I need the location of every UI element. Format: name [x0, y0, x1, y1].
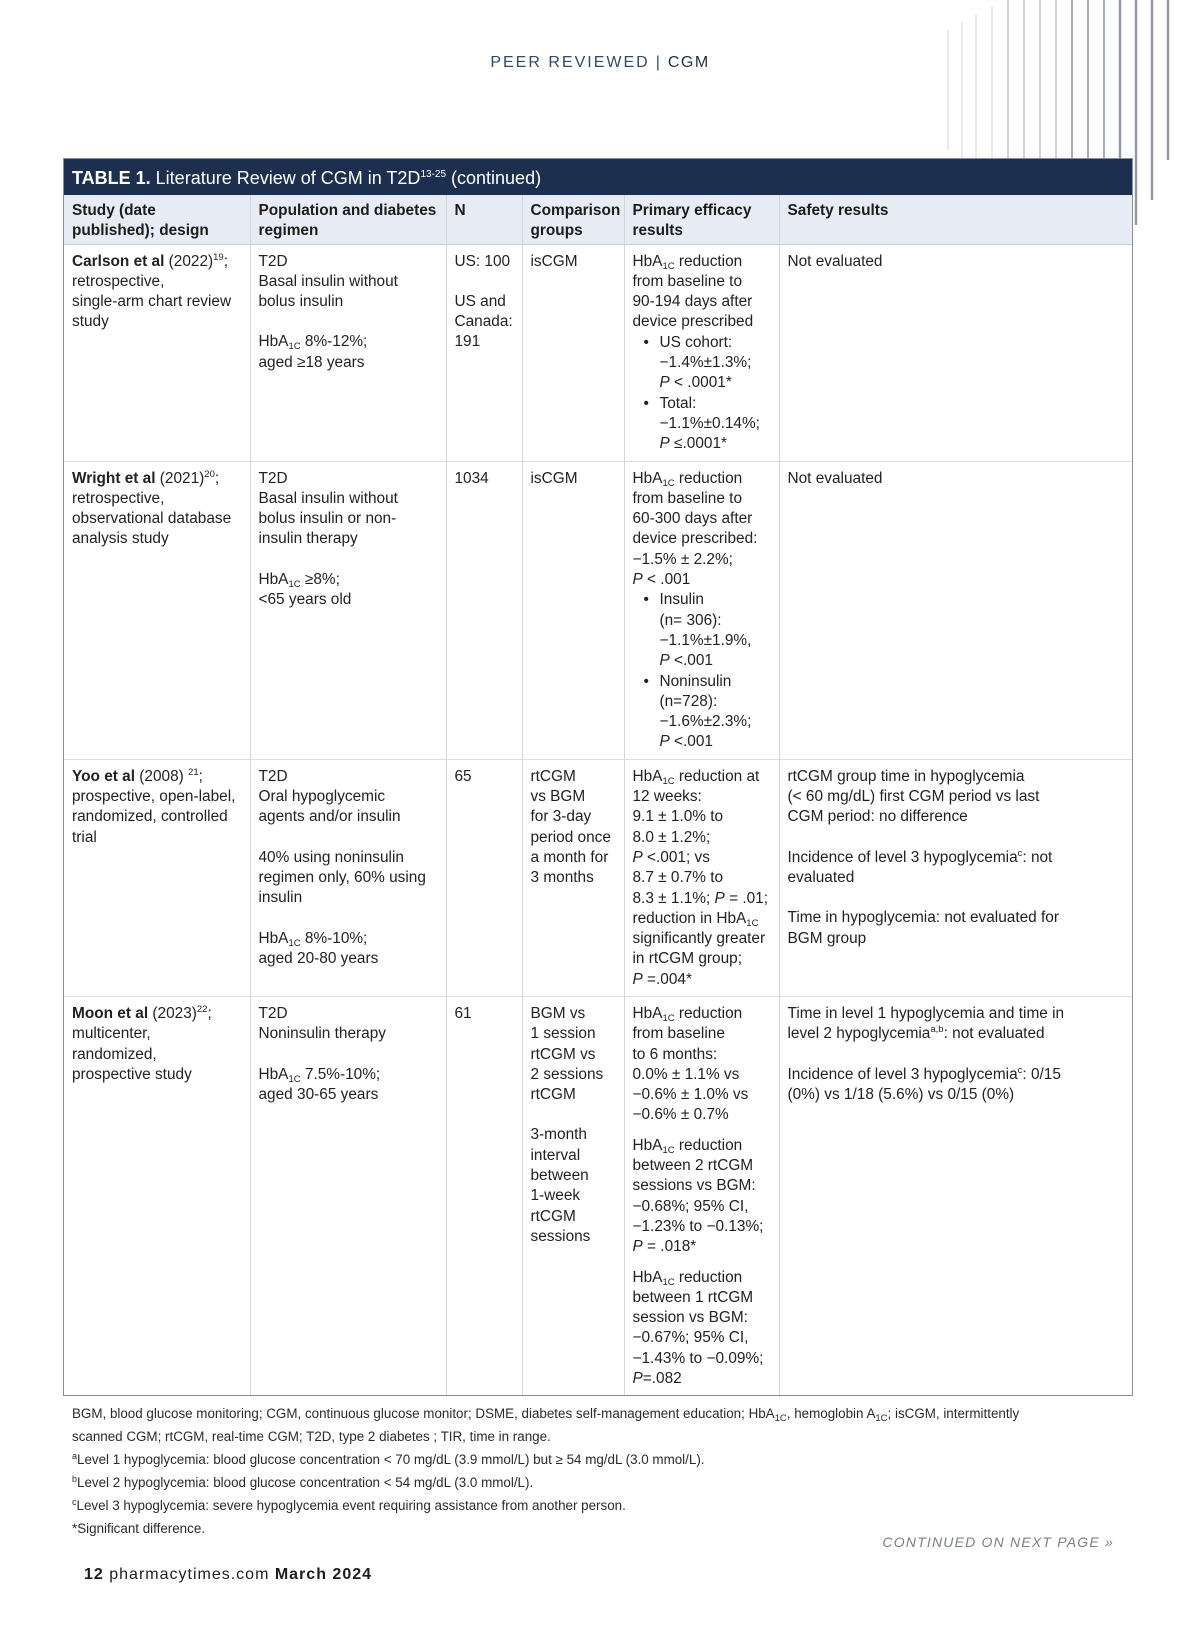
population-age: aged 30-65 years: [258, 1085, 379, 1103]
efficacy-line: 8.0 ± 1.2%;: [632, 828, 711, 846]
safety-text: CGM period: no difference: [787, 808, 968, 826]
col-header-efficacy: Primary efficacy results: [624, 195, 779, 244]
cell-efficacy: HbA$_{1C}$ reduction at 12 weeks: 9.1 ± 1.0% to 8.0 ± 1.2%; P <.001; vs 8.7 ± 0.7% to 8.3 ± 1.1%; P = .01; reduction in HbA$_{1C}$ significantly greater in rtCGM group; P =.004*: [624, 759, 779, 996]
efficacy-line: session vs BGM:: [632, 1309, 748, 1327]
study-design: retrospective,: [72, 272, 165, 290]
footnote-b: $^b$Level 2 hypoglycemia: blood glucose concentration < 54 mg/dL (3.0 mmol/L).: [72, 1474, 534, 1490]
footer-issue: March 2024: [274, 1566, 373, 1583]
page-footer: [84, 1566, 372, 1584]
population-line: insulin: [258, 889, 303, 907]
col-header-comparison: Comparison groups: [522, 195, 624, 244]
col-header-study: Study (date published); design: [64, 195, 250, 244]
cell-efficacy: HbA$_{1C}$ reduction from baseline to 90-194 days after device prescribed • US cohort: −1.4%±1.3%; P < .0001* • Total: −1.1%±0.14%; P ≤.0001*: [624, 244, 779, 461]
cell-safety: rtCGM group time in hypoglycemia (< 60 mg/dL) first CGM period vs last CGM period: no difference Incidence of level 3 hypoglycemia$^c$: not evaluated Time in hypoglycemia: not evaluated for BGM group: [779, 759, 1132, 996]
cell-population: [250, 244, 446, 461]
efficacy-line: in rtCGM group;: [632, 950, 742, 968]
population-line: insulin therapy: [258, 530, 358, 548]
table-number: TABLE 1.: [72, 168, 151, 188]
cell-study: [64, 759, 250, 996]
population-line: Basal insulin without: [258, 272, 398, 290]
safety-text: rtCGM group time in hypoglycemia: [787, 767, 1025, 785]
literature-table: [63, 158, 1133, 1396]
efficacy-line: −1.5% ± 2.2%;: [632, 550, 733, 568]
population-line: agents and/or insulin: [258, 808, 401, 826]
footnote-abbreviations-cont: scanned CGM; rtCGM, real-time CGM; T2D, type 2 diabetes ; TIR, time in range.: [72, 1429, 551, 1444]
comparison-text: a month for: [530, 848, 609, 866]
table-grid: [64, 195, 1132, 1395]
safety-text: (0%) vs 1/18 (5.6%) vs 0/15 (0%): [787, 1085, 1015, 1103]
cell-comparison: [522, 461, 624, 759]
comparison-text: sessions: [530, 1227, 591, 1245]
n-value: 65: [454, 767, 472, 785]
safety-text: Not evaluated: [787, 469, 883, 487]
safety-text: (< 60 mg/dL) first CGM period vs last: [787, 788, 1040, 806]
cell-n: [446, 996, 522, 1395]
footnote-abbreviations: BGM, blood glucose monitoring; CGM, continuous glucose monitor; DSME, diabetes self-management education; HbA$_{1C}$, hemoglobin $A_{1C}$; isCGM, intermittently: [72, 1406, 1020, 1424]
cell-comparison: [522, 759, 624, 996]
population-line: T2D: [258, 469, 288, 487]
study-ref: 21: [188, 766, 199, 778]
population-age: aged ≥18 years: [258, 353, 365, 371]
efficacy-line: 60-300 days after: [632, 510, 753, 528]
efficacy-line: between 1 rtCGM: [632, 1288, 754, 1306]
population-line: Oral hypoglycemic: [258, 788, 386, 806]
table-title-suffix: (continued): [446, 168, 542, 188]
efficacy-line: device prescribed: [632, 313, 754, 331]
footnote-significance: *Significant difference.: [72, 1521, 205, 1536]
comparison-text: interval: [530, 1146, 581, 1164]
population-line: bolus insulin or non-: [258, 510, 397, 528]
study-design: single-arm chart review: [72, 293, 232, 311]
cell-study: [64, 244, 250, 461]
n-value: US: 100: [454, 252, 511, 270]
efficacy-line: −0.6% ± 0.7%: [632, 1106, 729, 1124]
comparison-text: BGM vs: [530, 1004, 586, 1022]
table-title: [64, 159, 1132, 195]
efficacy-line: 12 weeks:: [632, 788, 702, 806]
efficacy-bullets: [633, 590, 771, 752]
header-label: PEER REVIEWED: [490, 54, 650, 71]
population-hba1c: HbA$_{1C}$ 8%-10%;: [258, 929, 368, 949]
cell-comparison: [522, 996, 624, 1395]
list-item: • US cohort: −1.4%±1.3%; P < .0001*: [660, 333, 771, 394]
comparison-text: 1-week: [530, 1187, 581, 1205]
n-value: 191: [454, 333, 481, 351]
efficacy-bullets: [633, 333, 771, 455]
comparison-text: 1 session: [530, 1025, 596, 1043]
header-separator: |: [655, 54, 662, 71]
comparison-text: period once: [530, 828, 611, 846]
study-design: ;: [223, 252, 228, 270]
efficacy-line: from baseline: [632, 1025, 725, 1043]
efficacy-line: from baseline to: [632, 489, 743, 507]
col-header-population: Population and diabetes regimen: [250, 195, 446, 244]
study-name: Wright et al: [72, 469, 156, 487]
cell-n: [446, 759, 522, 996]
footnote-c: $^c$Level 3 hypoglycemia: severe hypoglycemia event requiring assistance from another person.: [72, 1497, 626, 1513]
study-design: ;: [198, 767, 203, 785]
comparison-text: 2 sessions: [530, 1065, 604, 1083]
population-line: T2D: [258, 252, 288, 270]
study-design: ;: [214, 469, 220, 487]
cell-efficacy: HbA$_{1C}$ reduction from baseline to 6 months: 0.0% ± 1.1% vs −0.6% ± 1.0% vs −0.6% ± 0.7% HbA$_{1C}$ reduction between 2 rtCGM sessions vs BGM: −0.68%; 95% CI, −1.23% to −0.13%; P = .018* HbA$_{1C}$ reduction between 1 rtCGM session vs BGM: −0.67%; 95% CI, −1.43% to −0.09%; P=.082: [624, 996, 779, 1395]
cell-safety: [779, 244, 1132, 461]
study-name: Carlson et al: [72, 252, 165, 270]
comparison-text: isCGM: [530, 252, 578, 270]
list-item: • Noninsulin (n=728): −1.6%±2.3%; P <.001: [660, 672, 771, 753]
study-ref: 20: [204, 468, 215, 480]
comparison-text: vs BGM: [530, 788, 586, 806]
efficacy-line: −0.68%; 95% CI,: [632, 1197, 749, 1215]
efficacy-line: device prescribed:: [632, 530, 758, 548]
efficacy-line: −1.23% to −0.13%;: [632, 1217, 764, 1235]
study-design: ;: [207, 1004, 212, 1022]
study-year: (2008): [135, 767, 189, 785]
study-name: Moon et al: [72, 1004, 149, 1022]
study-year: (2021): [155, 469, 205, 487]
table-row: [64, 461, 1132, 759]
table-row: [64, 244, 1132, 461]
cell-study: [64, 461, 250, 759]
table-title-text: Literature Review of CGM in T2D: [150, 168, 421, 188]
study-design: multicenter,: [72, 1025, 151, 1043]
table-header-row: [64, 195, 1132, 244]
cell-safety: Time in level 1 hypoglycemia and time in level 2 hypoglycemia$^{a,b}$: not evaluated Incidence of level 3 hypoglycemia$^c$: 0/15 (0%) vs 1/18 (5.6%) vs 0/15 (0%): [779, 996, 1132, 1395]
study-design: prospective study: [72, 1065, 192, 1083]
efficacy-line: between 2 rtCGM: [632, 1157, 754, 1175]
comparison-text: rtCGM: [530, 767, 576, 785]
cell-safety: [779, 461, 1132, 759]
table-row: [64, 759, 1132, 996]
safety-text: BGM group: [787, 929, 867, 947]
header-topic: CGM: [667, 54, 710, 71]
study-design: randomized, controlled: [72, 808, 228, 826]
comparison-text: for 3-day: [530, 808, 592, 826]
section-header: [0, 54, 1200, 72]
study-ref: 19: [213, 251, 224, 263]
list-item: • Insulin (n= 306): −1.1%±1.9%, P <.001: [660, 590, 771, 671]
comparison-text: rtCGM: [530, 1086, 576, 1104]
study-design: analysis study: [72, 530, 169, 548]
population-hba1c: HbA$_{1C}$ ≥8%;: [258, 570, 340, 590]
efficacy-line: −0.67%; 95% CI,: [632, 1329, 749, 1347]
study-design: observational database: [72, 510, 232, 528]
study-design: randomized,: [72, 1045, 157, 1063]
efficacy-line: significantly greater: [632, 930, 766, 948]
continued-next-page: CONTINUED ON NEXT PAGE »: [882, 1534, 1114, 1550]
population-age: aged 20-80 years: [258, 949, 379, 967]
comparison-text: between: [530, 1167, 589, 1185]
cell-population: [250, 759, 446, 996]
n-value: 61: [454, 1004, 472, 1022]
efficacy-line: 90-194 days after: [632, 293, 753, 311]
study-year: (2022): [164, 252, 214, 270]
safety-text: evaluated: [787, 868, 855, 886]
n-value: Canada:: [454, 313, 513, 331]
population-line: regimen only, 60% using: [258, 868, 426, 886]
population-line: T2D: [258, 1004, 288, 1022]
efficacy-line: −1.43% to −0.09%;: [632, 1349, 764, 1367]
n-value: 1034: [454, 469, 489, 487]
study-design: retrospective,: [72, 489, 165, 507]
study-design: study: [72, 313, 109, 331]
population-line: Noninsulin therapy: [258, 1025, 386, 1043]
n-value: US and: [454, 292, 506, 310]
table-footnotes: [72, 1402, 1132, 1540]
footnote-a: $^a$Level 1 hypoglycemia: blood glucose concentration < 70 mg/dL (3.9 mmol/L) but ≥ 54 mg/dL (3.0 mmol/L).: [72, 1451, 705, 1467]
efficacy-line: 9.1 ± 1.0% to: [632, 808, 724, 826]
cell-population: [250, 996, 446, 1395]
population-hba1c: HbA$_{1C}$ 7.5%-10%;: [258, 1065, 381, 1085]
safety-text: Time in hypoglycemia: not evaluated for: [787, 909, 1059, 927]
efficacy-line: 8.7 ± 0.7% to: [632, 869, 724, 887]
cell-comparison: [522, 244, 624, 461]
footer-site: pharmacytimes.com: [103, 1566, 275, 1583]
cell-study: [64, 996, 250, 1395]
population-hba1c: HbA$_{1C}$ 8%-12%;: [258, 333, 368, 353]
cell-efficacy: HbA$_{1C}$ reduction from baseline to 60-300 days after device prescribed: −1.5% ± 2.2%; P < .001 • Insulin (n= 306): −1.1%±1.9%, P <.001 • Noninsulin (n=728): −1.6%±2.3%; P <.001: [624, 461, 779, 759]
col-header-safety: Safety results: [779, 195, 1132, 244]
page-number: 12: [84, 1566, 104, 1583]
study-design: prospective, open-label,: [72, 788, 236, 806]
efficacy-line: sessions vs BGM:: [632, 1177, 756, 1195]
efficacy-line: −0.6% ± 1.0% vs: [632, 1086, 749, 1104]
population-line: 40% using noninsulin: [258, 848, 404, 866]
efficacy-line: from baseline to: [632, 272, 743, 290]
population-age: <65 years old: [258, 591, 352, 609]
study-name: Yoo et al: [72, 767, 135, 785]
study-design: trial: [72, 828, 97, 846]
table-title-refs: 13-25: [420, 169, 447, 180]
comparison-text: isCGM: [530, 469, 578, 487]
comparison-text: 3 months: [530, 869, 594, 887]
list-item: • Total: −1.1%±0.14%; P ≤.0001*: [660, 394, 771, 455]
cell-n: [446, 461, 522, 759]
efficacy-line: 0.0% ± 1.1% vs: [632, 1065, 740, 1083]
population-line: T2D: [258, 767, 288, 785]
safety-text: Not evaluated: [787, 252, 883, 270]
comparison-text: 3-month: [530, 1126, 587, 1144]
col-header-n: N: [446, 195, 522, 244]
population-line: bolus insulin: [258, 293, 344, 311]
comparison-text: rtCGM: [530, 1207, 576, 1225]
study-year: (2023): [148, 1004, 197, 1022]
safety-text: Time in level 1 hypoglycemia and time in: [787, 1004, 1065, 1022]
cell-n: [446, 244, 522, 461]
table-row: [64, 996, 1132, 1395]
efficacy-line: to 6 months:: [632, 1045, 718, 1063]
comparison-text: rtCGM vs: [530, 1045, 596, 1063]
cell-population: [250, 461, 446, 759]
population-line: Basal insulin without: [258, 489, 398, 507]
study-ref: 22: [196, 1003, 208, 1015]
